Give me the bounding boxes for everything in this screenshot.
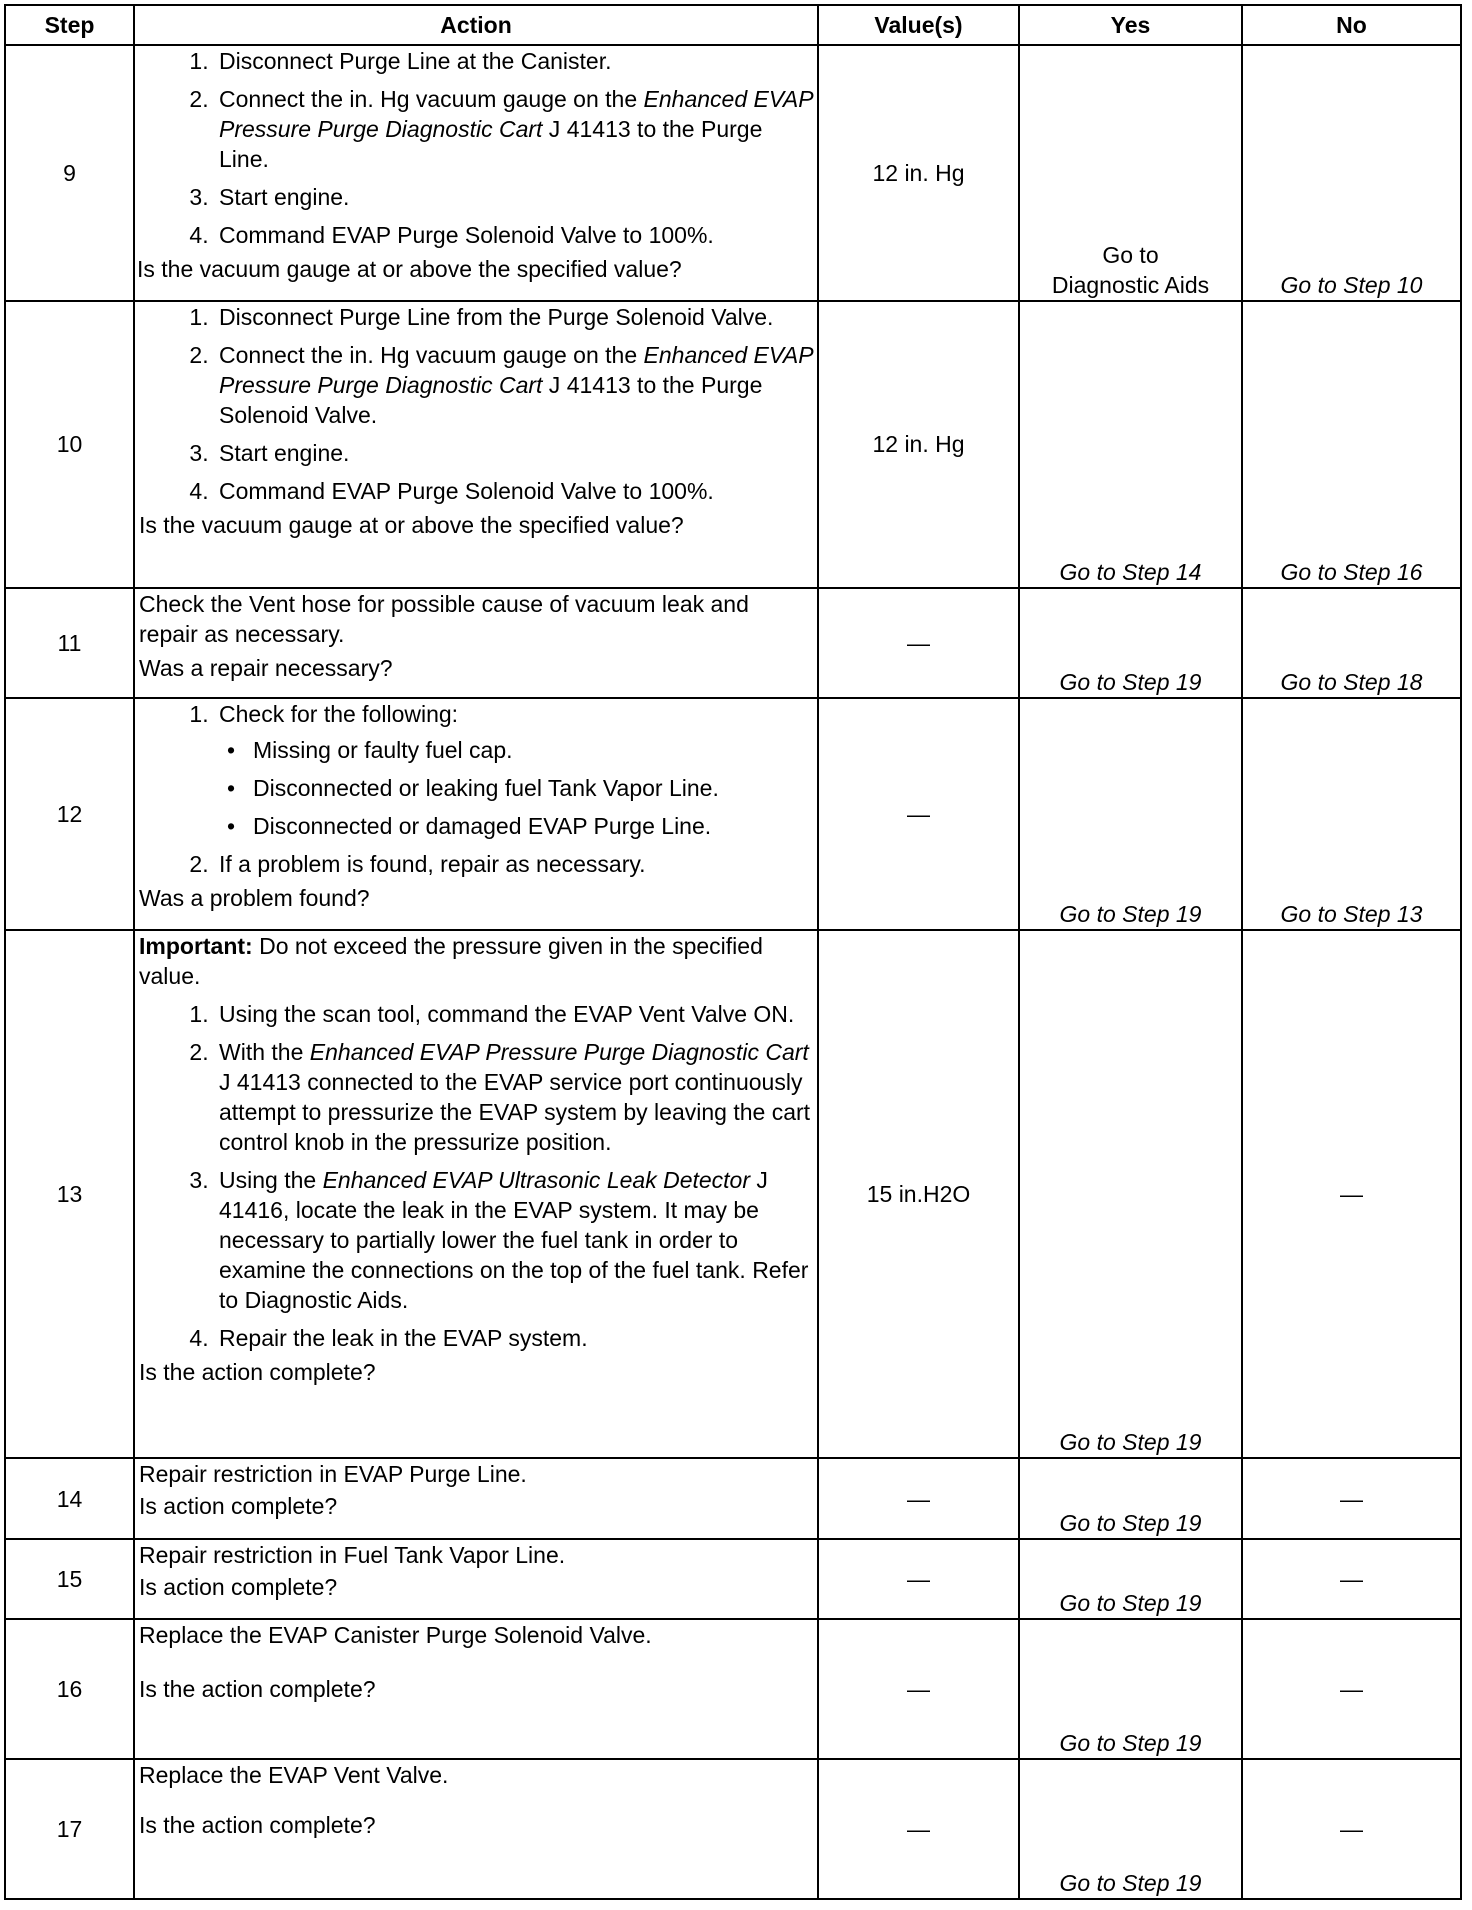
no-cell: —	[1242, 930, 1461, 1459]
no-cell: Go to Step 13	[1242, 698, 1461, 930]
no-cell: Go to Step 16	[1242, 301, 1461, 587]
bullet-list	[219, 735, 813, 841]
list-item: 1. Disconnect Purge Line at the Canister.	[215, 46, 813, 76]
action-text: Repair restriction in Fuel Tank Vapor Line.	[139, 1541, 566, 1568]
list-item: 3. Start engine.	[215, 438, 813, 468]
table-row-step-16	[5, 1619, 1461, 1759]
question: Was a problem found?	[139, 884, 370, 911]
diagnostic-table	[4, 4, 1462, 1900]
action-list	[139, 46, 813, 250]
step-number: 14	[5, 1458, 134, 1538]
question: Is the vacuum gauge at or above the specified value?	[137, 256, 682, 282]
list-item: 1. Using the scan tool, command the EVAP Vent Valve ON.	[215, 999, 813, 1029]
action-list	[139, 699, 813, 879]
table-row-step-12	[5, 698, 1461, 930]
list-item: 4. Repair the leak in the EVAP system.	[215, 1323, 813, 1353]
table-row-step-14	[5, 1458, 1461, 1538]
step-number: 13	[5, 930, 134, 1459]
question: Is the action complete?	[139, 1811, 376, 1838]
value-cell: —	[818, 1759, 1019, 1899]
action-cell	[134, 1759, 818, 1899]
no-cell: —	[1242, 1458, 1461, 1538]
no-cell: —	[1242, 1619, 1461, 1759]
list-item: 3. Start engine.	[215, 182, 813, 212]
yes-cell: Go to Step 19	[1019, 1759, 1242, 1899]
step-number: 9	[5, 45, 134, 301]
question: Is the action complete?	[139, 1358, 376, 1385]
action-cell	[134, 1539, 818, 1619]
list-item: 2. If a problem is found, repair as necessary.	[215, 849, 813, 879]
action-cell	[134, 301, 818, 587]
question: Was a repair necessary?	[139, 654, 393, 681]
bullet-item: • Disconnected or damaged EVAP Purge Line.	[219, 811, 813, 841]
step-number: 11	[5, 588, 134, 698]
header-row	[5, 5, 1461, 45]
no-cell: Go to Step 18	[1242, 588, 1461, 698]
step-number: 16	[5, 1619, 134, 1759]
important-note: Important: Do not exceed the pressure given in the specified value.	[139, 932, 763, 989]
yes-cell: Go to Diagnostic Aids	[1019, 45, 1242, 301]
step-number: 15	[5, 1539, 134, 1619]
action-cell	[134, 930, 818, 1459]
list-item: 3. Using the Enhanced EVAP Ultrasonic Leak Detector J 41416, locate the leak in the EVAP system. It may be necessary to partially lower the fuel tank in order to examine the connections on the top of the fuel tank. Refer to Diagnostic Aids.	[215, 1165, 813, 1315]
list-item: 4. Command EVAP Purge Solenoid Valve to 100%.	[215, 476, 813, 506]
bullet-item: • Missing or faulty fuel cap.	[219, 735, 813, 765]
list-item: 2. With the Enhanced EVAP Pressure Purge Diagnostic Cart J 41413 connected to the EVAP service port continuously attempt to pressurize the EVAP system by leaving the cart control knob in the pressurize position.	[215, 1037, 813, 1157]
step-number: 12	[5, 698, 134, 930]
bullet-item: • Disconnected or leaking fuel Tank Vapor Line.	[219, 773, 813, 803]
list-item: 2. Connect the in. Hg vacuum gauge on the Enhanced EVAP Pressure Purge Diagnostic Cart J 41413 to the Purge Line.	[215, 84, 813, 174]
value-cell: —	[818, 1458, 1019, 1538]
list-item: 4. Command EVAP Purge Solenoid Valve to 100%.	[215, 220, 813, 250]
action-text: Replace the EVAP Vent Valve.	[139, 1761, 449, 1788]
list-item: 1. Check for the following: • Missing or faulty fuel cap. • Disconnected or leaking fuel Tank Vapor Line. • Disconnected or damaged EVAP Purge Line.	[215, 699, 813, 841]
action-cell	[134, 45, 818, 301]
step-number: 10	[5, 301, 134, 587]
no-cell: Go to Step 10	[1242, 45, 1461, 301]
value-cell: 12 in. Hg	[818, 301, 1019, 587]
action-cell	[134, 1619, 818, 1759]
value-cell: 12 in. Hg	[818, 45, 1019, 301]
action-list	[139, 302, 813, 506]
yes-cell: Go to Step 19	[1019, 1458, 1242, 1538]
yes-cell: Go to Step 19	[1019, 930, 1242, 1459]
action-text: Check the Vent hose for possible cause of vacuum leak and repair as necessary.	[139, 590, 749, 647]
header-yes: Yes	[1019, 5, 1242, 45]
yes-cell: Go to Step 19	[1019, 1619, 1242, 1759]
step-number: 17	[5, 1759, 134, 1899]
table-row-step-10	[5, 301, 1461, 587]
yes-cell: Go to Step 19	[1019, 588, 1242, 698]
action-list	[139, 999, 813, 1353]
action-text: Replace the EVAP Canister Purge Solenoid Valve.	[139, 1621, 652, 1648]
header-no: No	[1242, 5, 1461, 45]
list-item: 2. Connect the in. Hg vacuum gauge on the Enhanced EVAP Pressure Purge Diagnostic Cart J 41413 to the Purge Solenoid Valve.	[215, 340, 813, 430]
yes-cell: Go to Step 19	[1019, 1539, 1242, 1619]
action-cell	[134, 588, 818, 698]
question: Is the action complete?	[139, 1675, 376, 1702]
table-row-step-17	[5, 1759, 1461, 1899]
action-cell	[134, 698, 818, 930]
yes-cell: Go to Step 19	[1019, 698, 1242, 930]
header-values: Value(s)	[818, 5, 1019, 45]
no-cell: —	[1242, 1539, 1461, 1619]
question: Is the vacuum gauge at or above the specified value?	[139, 512, 684, 539]
table-row-step-11	[5, 588, 1461, 698]
value-cell: —	[818, 1539, 1019, 1619]
value-cell: 15 in.H2O	[818, 930, 1019, 1459]
value-cell: —	[818, 588, 1019, 698]
table-row-step-13	[5, 930, 1461, 1459]
action-text: Repair restriction in EVAP Purge Line.	[139, 1461, 527, 1488]
table-row-step-15	[5, 1539, 1461, 1619]
value-cell: —	[818, 698, 1019, 930]
question: Is action complete?	[139, 1493, 338, 1520]
action-cell	[134, 1458, 818, 1538]
value-cell: —	[818, 1619, 1019, 1759]
no-cell: —	[1242, 1759, 1461, 1899]
table-row-step-9	[5, 45, 1461, 301]
header-action: Action	[134, 5, 818, 45]
question: Is action complete?	[139, 1573, 338, 1600]
header-step: Step	[5, 5, 134, 45]
yes-cell: Go to Step 14	[1019, 301, 1242, 587]
list-item: 1. Disconnect Purge Line from the Purge Solenoid Valve.	[215, 302, 813, 332]
